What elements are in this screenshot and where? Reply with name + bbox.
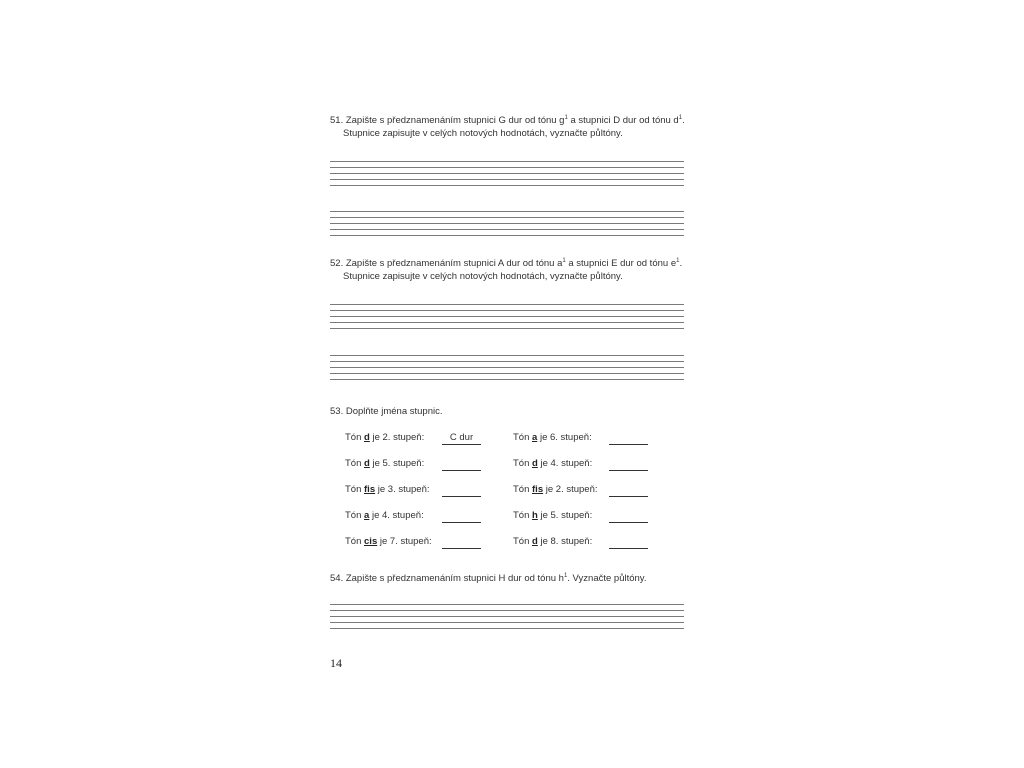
answer-field[interactable] xyxy=(609,458,648,471)
task-52-instructions xyxy=(330,257,682,283)
answer-field[interactable]: C dur xyxy=(442,432,481,445)
question-label: Tón cis je 7. stupeň: xyxy=(345,536,432,547)
question-label: Tón d je 5. stupeň: xyxy=(345,458,425,469)
question-label: Tón d je 8. stupeň: xyxy=(513,536,593,547)
question-label: Tón fis je 3. stupeň: xyxy=(345,484,430,495)
task-51-instructions xyxy=(330,114,685,140)
question-label: Tón d je 2. stupeň: xyxy=(345,432,425,443)
task-51-line-1: 51. Zapište s předznamenáním stupnici G dur od tónu $g^1$ a stupnici D dur od tónu $d^1$. xyxy=(330,115,685,126)
task-54-staff[interactable] xyxy=(330,604,684,629)
task-52-line-2: Stupnice zapisujte v celých notových hodnotách, vyznačte půltóny. xyxy=(343,271,623,282)
task-54-line-1: 54. Zapište s předznamenáním stupnici H dur od tónu $h^1$. Vyznačte půltóny. xyxy=(330,573,647,584)
question-label: Tón fis je 2. stupeň: xyxy=(513,484,598,495)
page-number: 14 xyxy=(330,656,342,670)
task-53-title: 53. Doplňte jména stupnic. xyxy=(330,406,443,417)
answer-field[interactable] xyxy=(609,432,648,445)
task-51-line-2: Stupnice zapisujte v celých notových hodnotách, vyznačte půltóny. xyxy=(343,128,623,139)
question-label: Tón a je 6. stupeň: xyxy=(513,432,592,443)
answer-field[interactable] xyxy=(442,484,481,497)
question-label: Tón a je 4. stupeň: xyxy=(345,510,424,521)
task-52-staff-1[interactable] xyxy=(330,304,684,329)
answer-field[interactable] xyxy=(442,510,481,523)
question-label: Tón h je 5. stupeň: xyxy=(513,510,593,521)
task-52-staff-2[interactable] xyxy=(330,355,684,380)
answer-field[interactable] xyxy=(609,484,648,497)
answer-field[interactable] xyxy=(609,536,648,549)
answer-field[interactable] xyxy=(442,536,481,549)
task-51-staff-2[interactable] xyxy=(330,211,684,236)
question-label: Tón d je 4. stupeň: xyxy=(513,458,593,469)
answer-field[interactable] xyxy=(442,458,481,471)
task-52-line-1: 52. Zapište s předznamenáním stupnici A dur od tónu $a^1$ a stupnici E dur od tónu $e^1$. xyxy=(330,258,683,269)
answer-field[interactable] xyxy=(609,510,648,523)
task-54-instructions xyxy=(330,572,647,585)
task-51-staff-1[interactable] xyxy=(330,161,684,186)
